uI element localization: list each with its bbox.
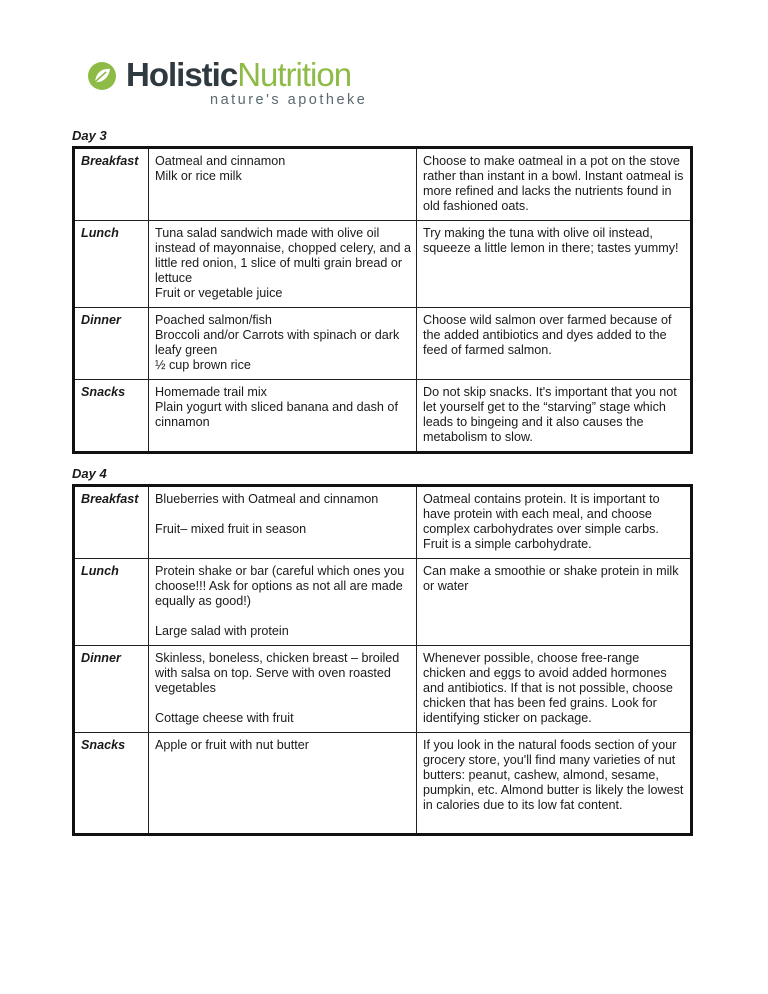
meal-food [149, 221, 417, 308]
meal-label: Lunch [74, 221, 149, 308]
table-row [74, 733, 692, 835]
food-line: Fruit– mixed fruit in season [155, 522, 307, 536]
meal-food [149, 733, 417, 835]
meal-label: Dinner [74, 308, 149, 380]
meal-note: Choose to make oatmeal in a pot on the stove rather than instant in a bowl. Instant oatmeal is more refined and lacks the nutrients found in old fashioned oats. [417, 148, 692, 221]
table-row [74, 486, 692, 559]
blank-line [155, 609, 411, 624]
meal-note: Whenever possible, choose free-range chicken and eggs to avoid added hormones and antibiotics. If that is not possible, choose chicken that has been fed grains. Look for identifying sticker on package. [417, 646, 692, 733]
meal-note: Choose wild salmon over farmed because of the added antibiotics and dyes added to the feed of farmed salmon. [417, 308, 692, 380]
food-line: Cottage cheese with fruit [155, 711, 294, 725]
meal-food [149, 148, 417, 221]
food-line: Apple or fruit with nut butter [155, 738, 310, 752]
table-row [74, 221, 692, 308]
table-row [74, 308, 692, 380]
blank-line [155, 696, 411, 711]
food-line: Fruit or vegetable juice [155, 286, 283, 300]
meal-label: Breakfast [74, 148, 149, 221]
day-3-meal-table [72, 146, 693, 454]
meal-note: Can make a smoothie or shake protein in milk or water [417, 559, 692, 646]
meal-label: Dinner [74, 646, 149, 733]
meal-food [149, 646, 417, 733]
food-line: Plain yogurt with sliced banana and dash of cinnamon [155, 400, 398, 429]
meal-note: Do not skip snacks. It's important that you not let yourself get to the “starving” stage which leads to bingeing and it also causes the metabolism to slow. [417, 380, 692, 453]
meal-note: Oatmeal contains protein. It is important to have protein with each meal, and choose complex carbohydrates over simple carbs. Fruit is a simple carbohydrate. [417, 486, 692, 559]
food-line: Poached salmon/fish [155, 313, 272, 327]
blank-line [155, 507, 411, 522]
day-4-title: Day 4 [72, 466, 107, 481]
meal-label: Snacks [74, 733, 149, 835]
meal-food [149, 380, 417, 453]
food-line: Protein shake or bar (careful which ones you choose!!! Ask for options as not all are made equally as good!) [155, 564, 405, 608]
food-line: Homemade trail mix [155, 385, 267, 399]
meal-note: Try making the tuna with olive oil instead, squeeze a little lemon in there; tastes yummy! [417, 221, 692, 308]
day-4-meal-table [72, 484, 693, 836]
table-row [74, 646, 692, 733]
food-line: Tuna salad sandwich made with olive oil instead of mayonnaise, chopped celery, and a little red onion, 1 slice of multi grain bread or lettuce [155, 226, 412, 285]
meal-label: Snacks [74, 380, 149, 453]
day-3-title: Day 3 [72, 128, 107, 143]
meal-label: Breakfast [74, 486, 149, 559]
food-line: Blueberries with Oatmeal and cinnamon [155, 492, 379, 506]
food-line: Large salad with protein [155, 624, 289, 638]
food-line: Milk or rice milk [155, 169, 242, 183]
brand-tagline: nature's apotheke [210, 92, 368, 108]
brand-name-holistic: Holistic [126, 56, 238, 93]
food-line: ½ cup brown rice [155, 358, 251, 372]
table-row [74, 559, 692, 646]
meal-label: Lunch [74, 559, 149, 646]
meal-food [149, 486, 417, 559]
meal-food [149, 559, 417, 646]
meal-food [149, 308, 417, 380]
food-line: Oatmeal and cinnamon [155, 154, 286, 168]
food-line: Skinless, boneless, chicken breast – broiled with salsa on top. Serve with oven roasted vegetables [155, 651, 400, 695]
table-row [74, 380, 692, 453]
meal-note: If you look in the natural foods section of your grocery store, you'll find many varieties of nut butters: peanut, cashew, almond, sesame, pumpkin, etc. Almond butter is likely the lowest in calories due to its low fat content. [417, 733, 692, 835]
brand-logo [86, 56, 406, 112]
table-row [74, 148, 692, 221]
leaf-logo-icon [86, 60, 118, 92]
food-line: Broccoli and/or Carrots with spinach or dark leafy green [155, 328, 400, 357]
brand-name [126, 56, 351, 94]
brand-name-nutrition: Nutrition [237, 56, 352, 93]
